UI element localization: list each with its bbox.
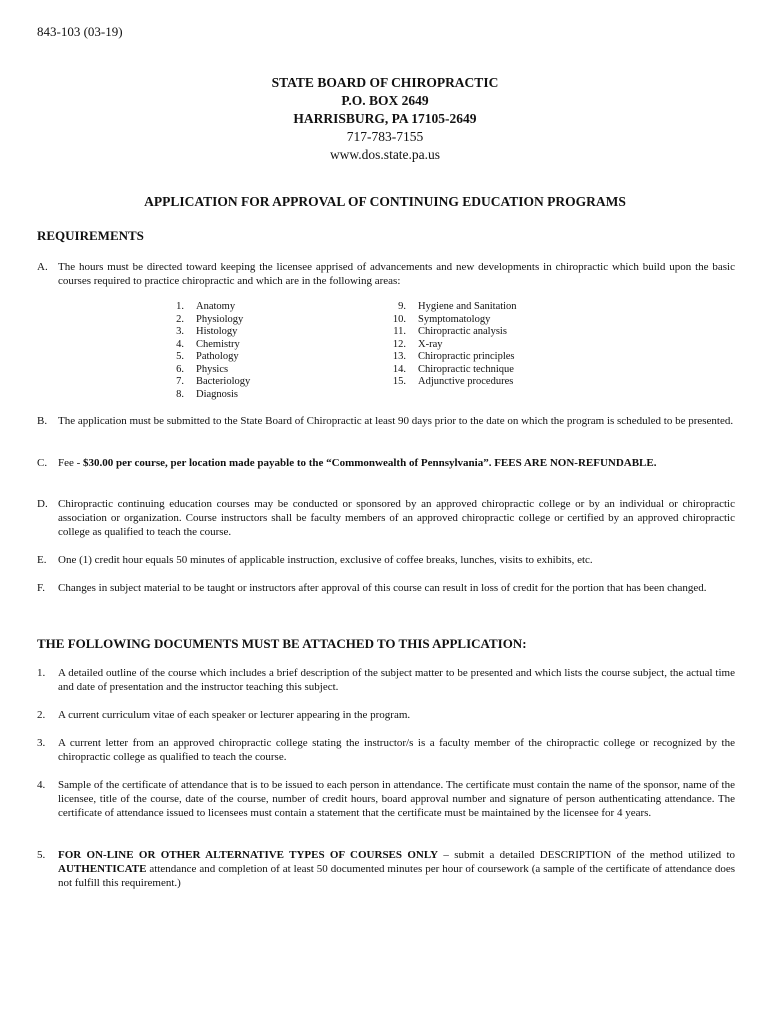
area-item xyxy=(158,326,250,339)
requirement-b xyxy=(37,414,735,428)
requirement-f xyxy=(37,581,735,595)
agency-website: www.dos.state.pa.us xyxy=(329,147,441,162)
document-label: 4. xyxy=(37,779,46,791)
area-name: Physiology xyxy=(196,313,244,325)
area-name: Histology xyxy=(196,326,238,337)
area-item xyxy=(380,351,517,364)
area-item xyxy=(158,301,250,314)
area-name: Hygiene and Sanitation xyxy=(418,301,517,312)
requirement-text: The application must be submitted to the State Board of Chiropractic at least 90 days prior to the date on which the program is scheduled to be presented. xyxy=(58,415,734,427)
area-number: 13. xyxy=(392,351,406,362)
area-item xyxy=(158,339,250,352)
document-item-5 xyxy=(37,848,735,890)
document-text xyxy=(58,848,735,890)
area-number: 4. xyxy=(176,338,184,350)
online-courses-note: FOR ON-LINE OR OTHER ALTERNATIVE TYPES OF COURSES ONLY xyxy=(58,849,439,861)
area-number: 14. xyxy=(392,363,406,375)
area-item xyxy=(158,376,250,389)
area-name: Pathology xyxy=(196,351,239,362)
document-item-3 xyxy=(37,736,735,764)
requirement-label: D. xyxy=(37,498,48,510)
document-item-2 xyxy=(37,708,735,722)
document-label: 2. xyxy=(37,709,46,721)
area-item xyxy=(158,389,250,402)
requirements-heading: REQUIREMENTS xyxy=(37,228,144,243)
area-item xyxy=(158,314,250,327)
authenticate-text: AUTHENTICATE xyxy=(58,863,147,875)
area-item xyxy=(380,326,517,339)
document-label: 1. xyxy=(37,667,46,679)
area-number: 9. xyxy=(398,301,406,312)
requirement-text: Changes in subject material to be taught or instructors after approval of this course can result in loss of credit for the portion that has been changed. xyxy=(58,582,707,594)
area-name: Chiropractic principles xyxy=(418,351,515,362)
fee-details: $30.00 per course, per location made payable to the “Commonwealth of Pennsylvania”. FEES ARE NON-REFUNDABLE. xyxy=(83,457,657,469)
fee-prefix: Fee - xyxy=(58,457,84,469)
area-item xyxy=(380,364,517,377)
area-name: Chemistry xyxy=(196,338,240,350)
area-name: X-ray xyxy=(418,338,443,350)
areas-list-left xyxy=(158,301,250,401)
document-item-1 xyxy=(37,666,735,694)
requirement-label: E. xyxy=(37,554,47,566)
document-label: 3. xyxy=(37,737,46,749)
agency-po-box: P.O. BOX 2649 xyxy=(341,93,429,108)
area-name: Diagnosis xyxy=(196,388,238,400)
requirement-text: One (1) credit hour equals 50 minutes of applicable instruction, exclusive of coffee breaks, lunches, visits to exhibits, etc. xyxy=(58,554,593,566)
area-number: 1. xyxy=(176,301,184,312)
document-text: Sample of the certificate of attendance that is to be issued to each person in attendance. The certificate must contain the name of the sponsor, name of the licensee, title of the course, date of the course, number of credit hours, board approval number and signature of person authenticating attendance. The certificate of attendance issued to licensees must contain a statement that the certificate must be maintained by the licensee for 4 years. xyxy=(58,779,735,819)
requirement-label: A. xyxy=(37,261,48,273)
document-item-4 xyxy=(37,778,735,820)
document-text: A current curriculum vitae of each speaker or lecturer appearing in the program. xyxy=(58,709,411,721)
area-name: Adjunctive procedures xyxy=(418,376,514,387)
agency-name: STATE BOARD OF CHIROPRACTIC xyxy=(271,75,499,90)
description-text: – submit a detailed DESCRIPTION of the method utilized to xyxy=(438,849,736,861)
area-number: 2. xyxy=(176,313,184,325)
requirement-c xyxy=(37,456,735,470)
area-name: Chiropractic analysis xyxy=(418,326,507,337)
area-number: 8. xyxy=(176,388,184,400)
area-item xyxy=(380,301,517,314)
agency-phone: 717-783-7155 xyxy=(346,129,424,144)
requirement-label: B. xyxy=(37,415,48,427)
area-number: 7. xyxy=(176,376,184,387)
area-item xyxy=(380,339,517,352)
area-name: Physics xyxy=(196,363,229,375)
form-number: 843-103 (03-19) xyxy=(37,24,123,39)
area-number: 3. xyxy=(176,326,184,337)
requirement-text: The hours must be directed toward keeping the licensee apprised of advancements and new developments in chiropractic which build upon the basic courses required to practice chiropractic and which are in the following areas: xyxy=(58,261,735,287)
area-number: 10. xyxy=(392,313,406,325)
area-item xyxy=(380,376,517,389)
attachments-heading: THE FOLLOWING DOCUMENTS MUST BE ATTACHED TO THIS APPLICATION: xyxy=(37,636,527,651)
agency-header xyxy=(0,74,770,164)
requirement-label: F. xyxy=(37,582,45,594)
areas-list-right xyxy=(380,301,517,389)
document-text: A current letter from an approved chiropractic college stating the instructor/s is a faculty member of the chiropractic college or recognized by the chiropractic college as qualified to teach the course. xyxy=(58,737,735,763)
requirement-d xyxy=(37,497,735,539)
area-number: 5. xyxy=(176,351,184,362)
area-number: 6. xyxy=(176,363,184,375)
requirement-a xyxy=(37,260,735,288)
requirement-label: C. xyxy=(37,457,48,469)
agency-city: HARRISBURG, PA 17105-2649 xyxy=(293,111,477,126)
area-name: Chiropractic technique xyxy=(418,363,514,375)
area-name: Symptomatology xyxy=(418,313,491,325)
area-number: 11. xyxy=(393,326,406,337)
area-number: 12. xyxy=(392,338,406,350)
attendance-text: attendance and completion of at least 50 documented minutes per hour of coursework (a sample of the certificate of attendance does not fulfill this requirement.) xyxy=(58,863,735,889)
area-name: Anatomy xyxy=(196,301,236,312)
area-name: Bacteriology xyxy=(196,376,251,387)
requirement-e xyxy=(37,553,735,567)
requirement-text: Chiropractic continuing education courses may be conducted or sponsored by an approved chiropractic college or by an individual or chiropractic association or organization. Course instructors shall be faculty members of an approved chiropractic college or certified by an approved chiropractic college as qualified to teach the course. xyxy=(58,498,735,538)
document-label: 5. xyxy=(37,849,46,861)
document-title: APPLICATION FOR APPROVAL OF CONTINUING EDUCATION PROGRAMS xyxy=(144,194,626,209)
area-item xyxy=(380,314,517,327)
document-text: A detailed outline of the course which includes a brief description of the subject matter to be presented and which lists the course subject, the actual time and date of presentation and the instructor teaching this subject. xyxy=(58,667,735,693)
area-item xyxy=(158,364,250,377)
requirement-text xyxy=(58,456,735,470)
area-item xyxy=(158,351,250,364)
area-number: 15. xyxy=(392,376,406,387)
